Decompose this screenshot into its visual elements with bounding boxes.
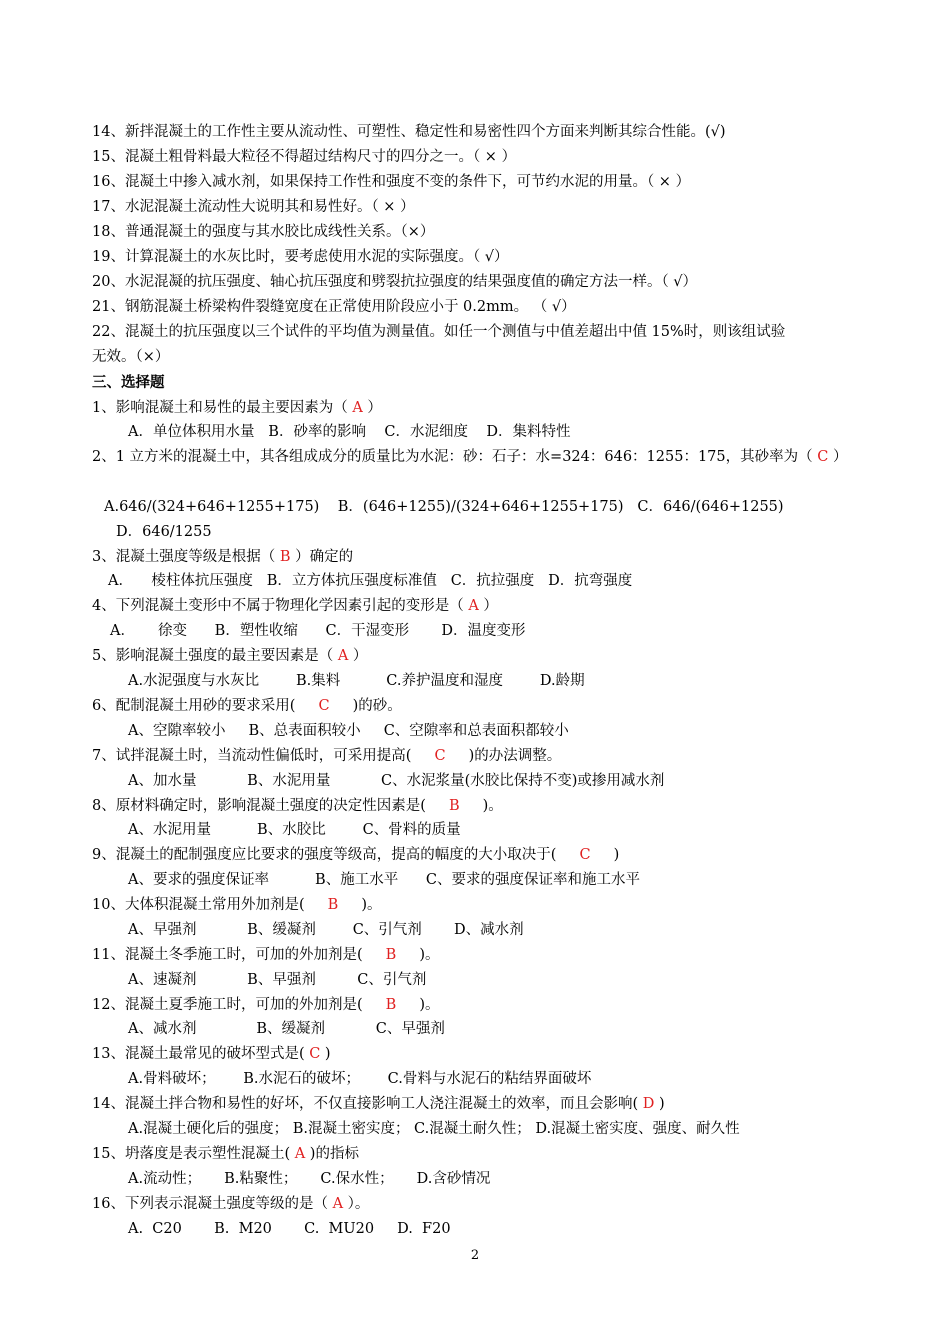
question-text: 5、影响混凝土强度的最主要因素是（ [92, 648, 338, 664]
true-false-item: 14、新拌混凝土的工作性主要从流动性、可塑性、稳定性和易密性四个方面来判断其综合性能。(√) [92, 124, 726, 140]
question-text: 4、下列混凝土变形中不属于物理化学因素引起的变形是（ [92, 598, 469, 614]
answer-letter: B [327, 897, 339, 913]
answer-letter: C [309, 1046, 321, 1062]
answer-options: A. C20 B. M20 C. MU20 D. F20 [128, 1221, 451, 1237]
answer-letter: A [468, 598, 479, 614]
question-text: 1、影响混凝土和易性的最主要因素为（ [92, 400, 353, 416]
true-false-item: 无效。（×） [92, 349, 170, 365]
answer-options: A.646/(324+646+1255+175) B．(646+1255)/(324+646+1255+175) C．646/(646+1255) [104, 499, 784, 515]
question-text: 12、混凝土夏季施工时，可加的外加剂是( [92, 997, 386, 1013]
answer-letter: C [318, 698, 330, 714]
question-stem [92, 447, 847, 467]
answer-letter: A [352, 400, 363, 416]
question-text: 11、混凝土冬季施工时，可加的外加剂是( [92, 947, 386, 963]
question-text-tail: )。 [396, 997, 440, 1013]
question-stem [92, 1144, 359, 1164]
question-text-tail: ) [590, 847, 620, 863]
true-false-item: 18、普通混凝土的强度与其水胶比成线性关系。（×） [92, 224, 435, 240]
question-text-tail: )。 [396, 947, 440, 963]
question-text: 3、混凝土强度等级是根据（ [92, 549, 280, 565]
question-text: 6、配制混凝土用砂的要求采用( [92, 698, 319, 714]
question-stem [92, 945, 440, 965]
answer-letter: B [279, 549, 291, 565]
answer-options: D．646/1255 [116, 524, 212, 540]
question-text: 10、大体积混凝土常用外加剂是( [92, 897, 328, 913]
answer-letter: C [579, 847, 591, 863]
answer-letter: D [642, 1096, 655, 1112]
question-text: 8、原材料确定时，影响混凝土强度的决定性因素是( [92, 798, 449, 814]
question-text-tail: ）。 [343, 1196, 370, 1212]
true-false-item: 21、钢筋混凝土桥梁构件裂缝宽度在正常使用阶段应小于 0.2mm。 （ √） [92, 299, 576, 315]
answer-options: A、要求的强度保证率 B、施工水平 C、要求的强度保证率和施工水平 [128, 872, 640, 888]
question-stem [92, 596, 498, 616]
answer-options: A、速凝剂 B、早强剂 C、引气剂 [128, 972, 427, 988]
question-text: 15、坍落度是表示塑性混凝土( [92, 1146, 295, 1162]
true-false-item: 22、混凝土的抗压强度以三个试件的平均值为测量值。如任一个测值与中值差超出中值 15%时，则该组试验 [92, 324, 786, 340]
question-text-tail: )的办法调整。 [445, 748, 562, 764]
answer-letter: B [448, 798, 460, 814]
answer-options: A、水泥用量 B、水胶比 C、骨料的质量 [128, 822, 461, 838]
answer-options: A、减水剂 B、缓凝剂 C、早强剂 [128, 1021, 445, 1037]
answer-letter: A [332, 1196, 344, 1212]
question-text-tail: ）确定的 [290, 549, 354, 565]
question-text: 13、混凝土最常见的破坏型式是( [92, 1046, 310, 1062]
answer-letter: B [385, 947, 397, 963]
question-text: 16、下列表示混凝土强度等级的是（ [92, 1196, 333, 1212]
answer-options: A． 棱柱体抗压强度 B．立方体抗压强度标准值 C．抗拉强度 D．抗弯强度 [108, 573, 633, 589]
question-text-tail: )。 [338, 897, 382, 913]
question-stem [92, 845, 619, 865]
question-text-tail: )。 [459, 798, 503, 814]
question-stem [92, 696, 402, 716]
question-stem [92, 547, 353, 567]
answer-letter: C [434, 748, 446, 764]
answer-options: A． 徐变 B．塑性收缩 C．干湿变形 D．温度变形 [110, 623, 526, 639]
answer-options: A.混凝土硬化后的强度； B.混凝土密实度； C.混凝土耐久性； D.混凝土密实度、强度、耐久性 [128, 1121, 740, 1137]
answer-letter: B [385, 997, 397, 1013]
true-false-item: 15、混凝土粗骨料最大粒径不得超过结构尺寸的四分之一。（ × ） [92, 149, 517, 165]
answer-letter: A [337, 648, 349, 664]
question-text-tail: )的砂。 [329, 698, 402, 714]
question-stem [92, 646, 367, 666]
page-number: 2 [470, 1248, 480, 1263]
question-stem [92, 995, 440, 1015]
true-false-item: 19、计算混凝土的水灰比时，要考虑使用水泥的实际强度。（ √） [92, 249, 509, 265]
question-text: 7、试拌混凝土时，当流动性偏低时，可采用提高( [92, 748, 435, 764]
question-text-tail: ) [654, 1096, 665, 1112]
answer-options: A、空隙率较小 B、总表面积较小 C、空隙率和总表面积都较小 [128, 723, 569, 739]
question-stem [92, 1044, 331, 1064]
answer-options: A.流动性； B.粘聚性； C.保水性； D.含砂情况 [128, 1171, 491, 1187]
question-stem [92, 1094, 665, 1114]
question-stem [92, 398, 382, 418]
section-heading: 三、选择题 [92, 375, 165, 391]
question-stem [92, 746, 561, 766]
question-text-tail: ） [348, 648, 368, 664]
question-text: 14、混凝土拌合物和易性的好坏，不仅直接影响工人浇注混凝土的效率，而且会影响( [92, 1096, 643, 1112]
true-false-item: 16、混凝土中掺入减水剂，如果保持工作性和强度不变的条件下，可节约水泥的用量。（ × ） [92, 174, 691, 190]
question-text-tail: ) [320, 1046, 331, 1062]
question-text-tail: ） [362, 400, 382, 416]
question-stem [92, 1194, 369, 1214]
answer-letter: C [817, 449, 829, 465]
question-text-tail: ） [478, 598, 498, 614]
answer-options: A.骨料破坏； B.水泥石的破坏； C.骨料与水泥石的粘结界面破坏 [128, 1071, 592, 1087]
question-stem [92, 796, 503, 816]
question-stem [92, 895, 382, 915]
true-false-item: 20、水泥混凝的抗压强度、轴心抗压强度和劈裂抗拉强度的结果强度值的确定方法一样。（ √） [92, 274, 698, 290]
true-false-item: 17、水泥混凝土流动性大说明其和易性好。（ × ） [92, 199, 415, 215]
answer-options: A、加水量 B、水泥用量 C、水泥浆量(水胶比保持不变)或掺用减水剂 [128, 773, 665, 789]
question-text: 2、1 立方米的混凝土中，其各组成成分的质量比为水泥：砂：石子：水=324：646：1255：175，其砂率为（ [92, 449, 818, 465]
answer-options: A、早强剂 B、缓凝剂 C、引气剂 D、减水剂 [128, 922, 524, 938]
question-text-tail: ） [828, 449, 848, 465]
question-text: 9、混凝土的配制强度应比要求的强度等级高，提高的幅度的大小取决于( [92, 847, 580, 863]
answer-options: A.水泥强度与水灰比 B.集料 C.养护温度和湿度 D.龄期 [128, 673, 585, 689]
question-text-tail: )的指标 [305, 1146, 359, 1162]
answer-options: A．单位体积用水量 B．砂率的影响 C．水泥细度 D．集料特性 [128, 424, 571, 440]
answer-letter: A [294, 1146, 306, 1162]
